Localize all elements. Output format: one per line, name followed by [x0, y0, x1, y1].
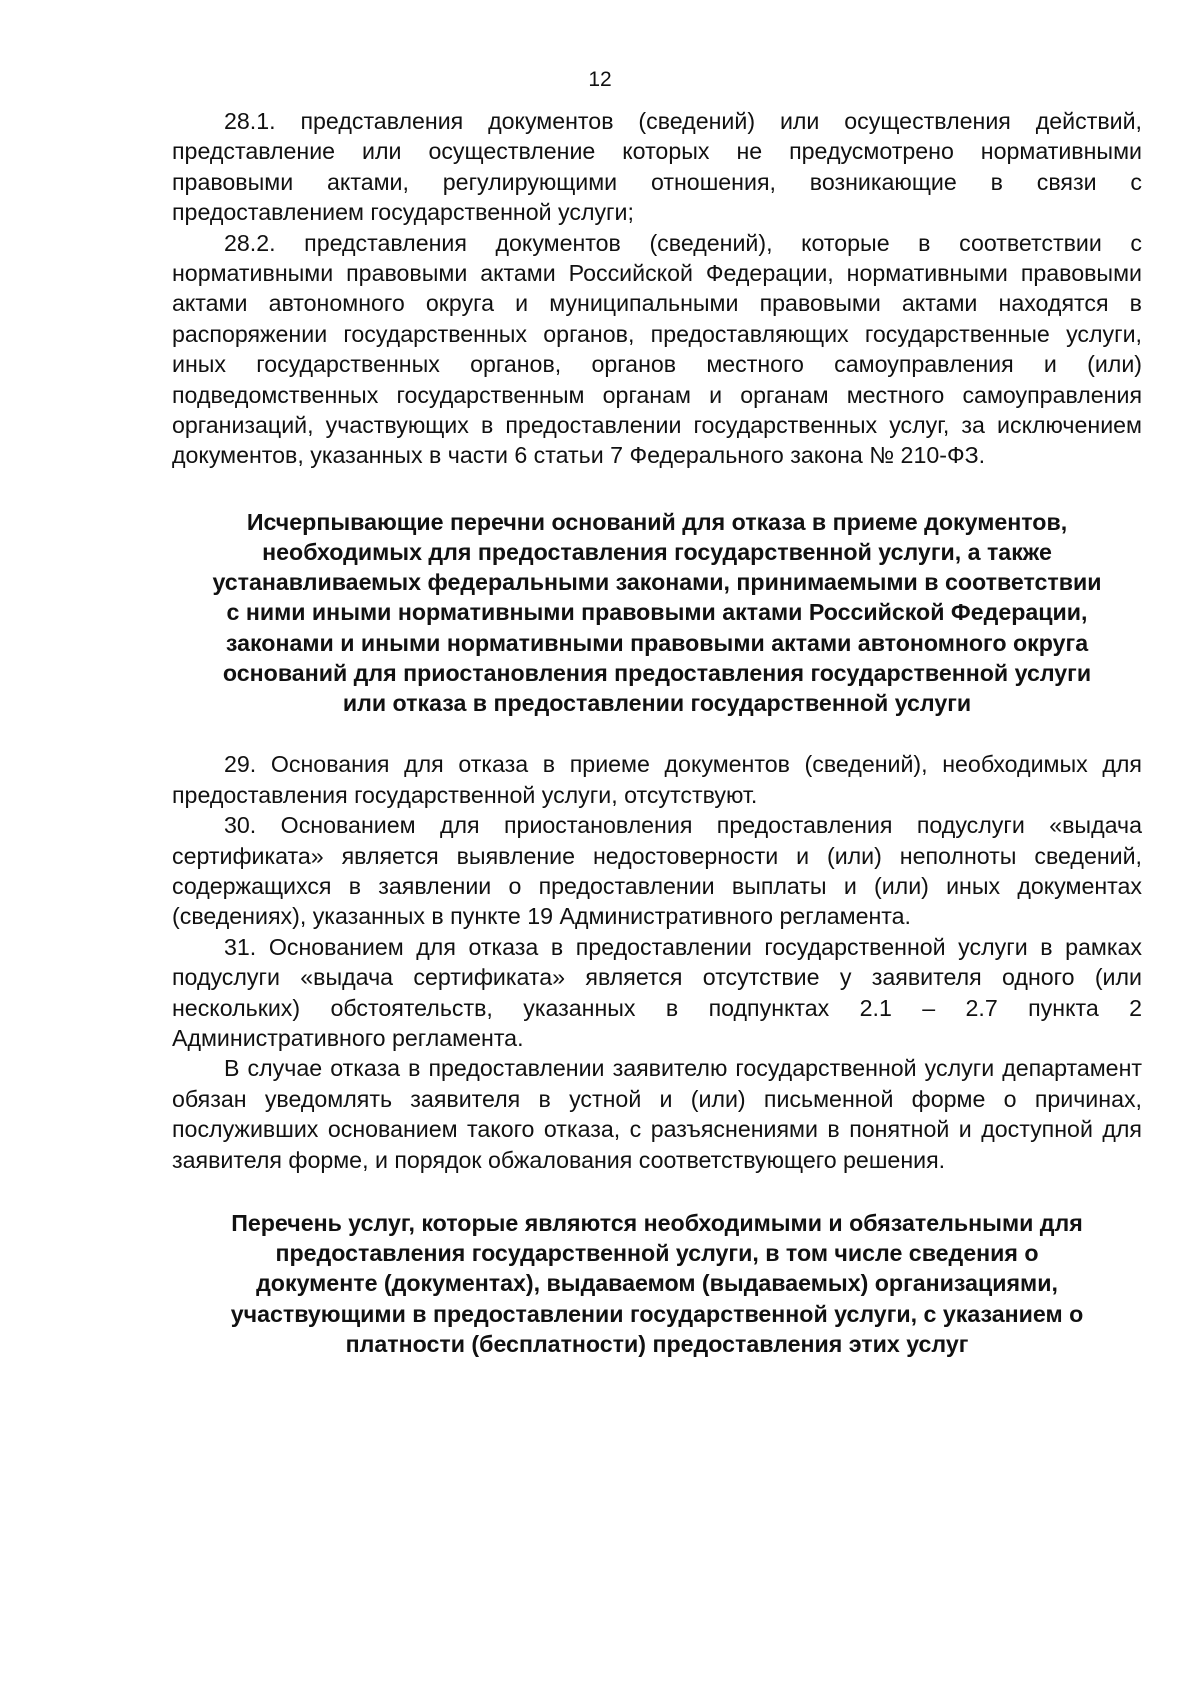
section-heading-required-services: Перечень услуг, которые являются необходимыми и обязательными для предоставления государственной услуги, в том числе сведения о документе (документах), выдаваемом (выдаваемых) организациями, участвующими в предоставлении государственной услуги, с указанием о платности (бесплатности) предоставления этих услуг	[230, 1209, 1084, 1357]
paragraph-29: 29. Основания для отказа в приеме документов (сведений), необходимых для предоставления государственной услуги, отсутствуют.	[172, 751, 1142, 808]
paragraph-30: 30. Основанием для приостановления предоставления подуслуги «выдача сертификата» является выявление недостоверности и (или) неполноты сведений, содержащихся в заявлении о предоставлении выплаты и (или) иных документах (сведениях), указанных в пункте 19 Административного регламента.	[172, 812, 1142, 930]
paragraph-28-2: 28.2. представления документов (сведений), которые в соответствии с нормативными правовыми актами Российской Федерации, нормативными правовыми актами автономного округа и муниципальными правовыми актами находятся в распоряжении государственных органов, предоставляющих государственные услуги, иных государственных органов, органов местного самоуправления и (или) подведомственных государственным органам и органам местного самоуправления организаций, участвующих в предоставлении государственных услуг, за исключением документов, указанных в части 6 статьи 7 Федерального закона № 210-ФЗ.	[172, 229, 1142, 469]
paragraph-31: 31. Основанием для отказа в предоставлении государственной услуги в рамках подуслуги «выдача сертификата» является отсутствие у заявителя одного (или нескольких) обстоятельств, указанных в подпунктах 2.1 – 2.7 пункта 2 Административного регламента.	[172, 933, 1142, 1051]
paragraph-28-1: 28.1. представления документов (сведений) или осуществления действий, представление или осуществление которых не предусмотрено нормативными правовыми актами, регулирующими отношения, возникающие в связи с предоставлением государственной услуги;	[172, 108, 1142, 226]
section-heading-refusal-grounds: Исчерпывающие перечни оснований для отказа в приеме документов, необходимых для предоставления государственной услуги, а также устанавливаемых федеральными законами, принимаемыми в соответствии с ними иными нормативными правовыми актами Российской Федерации, законами и иными нормативными правовыми актами автономного округа оснований для приостановления предоставления государственной услуги или отказа в предоставлении государственной услуги	[212, 508, 1102, 717]
page-number: 12	[588, 68, 612, 91]
paragraph-refusal-notice: В случае отказа в предоставлении заявителю государственной услуги департамент обязан уведомлять заявителя в устной и (или) письменной форме о причинах, послуживших основанием такого отказа, с разъяснениями в понятной и доступной для заявителя форме, и порядок обжалования соответствующего решения.	[172, 1055, 1142, 1173]
